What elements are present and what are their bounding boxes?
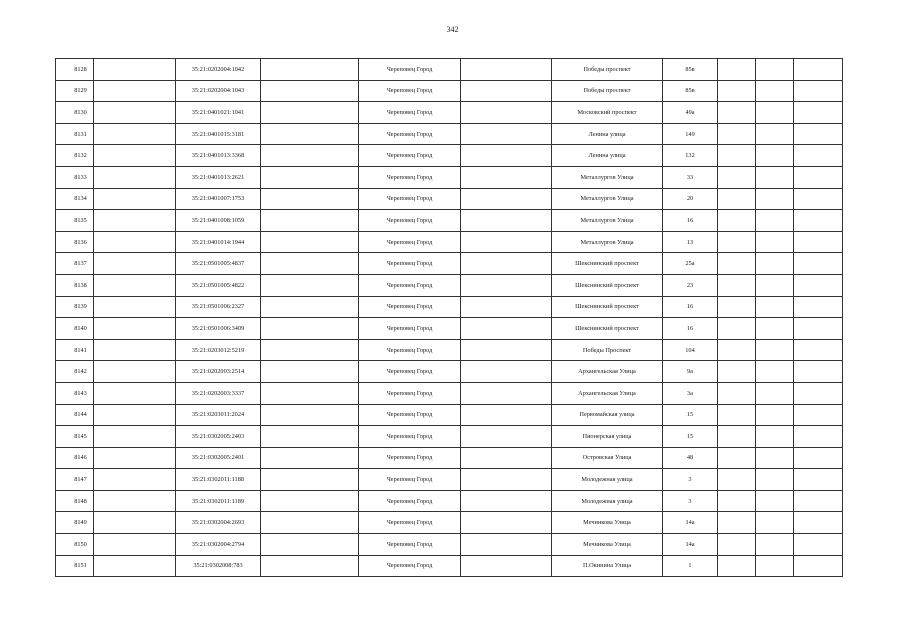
row-number-cell: 8134 (56, 188, 94, 210)
cadastral-number-cell: 35:21:0302008:783 (176, 555, 261, 577)
row-number-cell: 8131 (56, 123, 94, 145)
table-row (56, 210, 843, 232)
cadastral-number-cell: 35:21:0501006:3409 (176, 318, 261, 340)
street-cell: Ленина улица (552, 145, 663, 167)
blank-cell (718, 490, 756, 512)
city-cell: Череповец Город (359, 318, 461, 340)
blank-cell (794, 59, 843, 81)
cadastral-number-cell: 35:21:0401014:1944 (176, 231, 261, 253)
blank-cell (94, 123, 176, 145)
blank-cell (756, 231, 794, 253)
blank-cell (261, 253, 359, 275)
blank-cell (756, 469, 794, 491)
street-cell: Шекснинский проспект (552, 274, 663, 296)
blank-cell (261, 296, 359, 318)
blank-cell (461, 404, 552, 426)
row-number-cell: 8141 (56, 339, 94, 361)
blank-cell (461, 534, 552, 556)
blank-cell (794, 253, 843, 275)
blank-cell (94, 361, 176, 383)
blank-cell (718, 102, 756, 124)
house-number-cell: 14а (663, 512, 718, 534)
blank-cell (261, 123, 359, 145)
table-row (56, 426, 843, 448)
blank-cell (718, 447, 756, 469)
blank-cell (794, 145, 843, 167)
table-row (56, 188, 843, 210)
house-number-cell: 20 (663, 188, 718, 210)
table-row (56, 382, 843, 404)
street-cell: Победы проспект (552, 80, 663, 102)
street-cell: Московский проспект (552, 102, 663, 124)
street-cell: Шекснинский проспект (552, 253, 663, 275)
street-cell: Первомайская улица (552, 404, 663, 426)
row-number-cell: 8144 (56, 404, 94, 426)
blank-cell (461, 59, 552, 81)
blank-cell (794, 231, 843, 253)
city-cell: Череповец Город (359, 231, 461, 253)
blank-cell (261, 231, 359, 253)
table-row (56, 274, 843, 296)
row-number-cell: 8140 (56, 318, 94, 340)
blank-cell (718, 188, 756, 210)
table-row (56, 145, 843, 167)
blank-cell (756, 166, 794, 188)
house-number-cell: 33 (663, 166, 718, 188)
house-number-cell: 9а (663, 361, 718, 383)
blank-cell (461, 318, 552, 340)
cadastral-number-cell: 35:21:0302004:2693 (176, 512, 261, 534)
city-cell: Череповец Город (359, 382, 461, 404)
cadastral-number-cell: 35:21:0302011:1188 (176, 469, 261, 491)
city-cell: Череповец Город (359, 274, 461, 296)
blank-cell (756, 555, 794, 577)
blank-cell (461, 447, 552, 469)
blank-cell (718, 80, 756, 102)
blank-cell (794, 382, 843, 404)
row-number-cell: 8136 (56, 231, 94, 253)
blank-cell (461, 102, 552, 124)
table-row (56, 339, 843, 361)
table-row (56, 447, 843, 469)
blank-cell (794, 361, 843, 383)
row-number-cell: 8151 (56, 555, 94, 577)
street-cell: Металлургов Улица (552, 166, 663, 188)
blank-cell (718, 231, 756, 253)
blank-cell (794, 166, 843, 188)
blank-cell (261, 382, 359, 404)
table-body (56, 59, 843, 577)
blank-cell (461, 188, 552, 210)
row-number-cell: 8130 (56, 102, 94, 124)
house-number-cell: 15 (663, 426, 718, 448)
house-number-cell: 25а (663, 253, 718, 275)
row-number-cell: 8132 (56, 145, 94, 167)
blank-cell (794, 490, 843, 512)
blank-cell (261, 469, 359, 491)
blank-cell (261, 404, 359, 426)
blank-cell (756, 382, 794, 404)
city-cell: Череповец Город (359, 469, 461, 491)
city-cell: Череповец Город (359, 512, 461, 534)
street-cell: Победы проспект (552, 59, 663, 81)
blank-cell (718, 145, 756, 167)
blank-cell (794, 534, 843, 556)
blank-cell (756, 59, 794, 81)
blank-cell (94, 253, 176, 275)
blank-cell (94, 59, 176, 81)
city-cell: Череповец Город (359, 555, 461, 577)
blank-cell (718, 253, 756, 275)
blank-cell (756, 102, 794, 124)
row-number-cell: 8147 (56, 469, 94, 491)
table-row (56, 534, 843, 556)
registry-table (55, 58, 843, 577)
blank-cell (94, 318, 176, 340)
city-cell: Череповец Город (359, 361, 461, 383)
city-cell: Череповец Город (359, 490, 461, 512)
table-row (56, 404, 843, 426)
table-row (56, 166, 843, 188)
blank-cell (261, 318, 359, 340)
blank-cell (756, 426, 794, 448)
house-number-cell: 85в (663, 80, 718, 102)
blank-cell (461, 80, 552, 102)
blank-cell (718, 426, 756, 448)
blank-cell (261, 166, 359, 188)
blank-cell (718, 274, 756, 296)
row-number-cell: 8139 (56, 296, 94, 318)
blank-cell (94, 274, 176, 296)
house-number-cell: 132 (663, 145, 718, 167)
cadastral-number-cell: 35:21:0202004:1042 (176, 59, 261, 81)
blank-cell (261, 210, 359, 232)
cadastral-number-cell: 35:21:0202003:3337 (176, 382, 261, 404)
blank-cell (461, 210, 552, 232)
city-cell: Череповец Город (359, 166, 461, 188)
blank-cell (94, 490, 176, 512)
blank-cell (794, 404, 843, 426)
blank-cell (94, 555, 176, 577)
blank-cell (94, 145, 176, 167)
house-number-cell: 16 (663, 318, 718, 340)
blank-cell (794, 447, 843, 469)
table-row (56, 102, 843, 124)
table-row (56, 469, 843, 491)
street-cell: Мечникова Улица (552, 512, 663, 534)
street-cell: Металлургов Улица (552, 188, 663, 210)
blank-cell (718, 361, 756, 383)
blank-cell (794, 318, 843, 340)
blank-cell (461, 123, 552, 145)
blank-cell (756, 534, 794, 556)
table-row (56, 361, 843, 383)
house-number-cell: 13 (663, 231, 718, 253)
street-cell: Пионерская улица (552, 426, 663, 448)
city-cell: Череповец Город (359, 339, 461, 361)
blank-cell (718, 339, 756, 361)
blank-cell (718, 210, 756, 232)
blank-cell (461, 361, 552, 383)
street-cell: Шекснинский проспект (552, 318, 663, 340)
blank-cell (261, 339, 359, 361)
house-number-cell: 3 (663, 490, 718, 512)
blank-cell (718, 123, 756, 145)
blank-cell (718, 534, 756, 556)
table-row (56, 231, 843, 253)
blank-cell (794, 555, 843, 577)
blank-cell (94, 469, 176, 491)
row-number-cell: 8149 (56, 512, 94, 534)
cadastral-number-cell: 35:21:0401007:1753 (176, 188, 261, 210)
street-cell: Мечникова Улица (552, 534, 663, 556)
blank-cell (718, 404, 756, 426)
blank-cell (756, 318, 794, 340)
cadastral-number-cell: 35:21:0501005:4822 (176, 274, 261, 296)
blank-cell (756, 145, 794, 167)
row-number-cell: 8143 (56, 382, 94, 404)
blank-cell (94, 447, 176, 469)
row-number-cell: 8137 (56, 253, 94, 275)
blank-cell (794, 123, 843, 145)
blank-cell (461, 339, 552, 361)
blank-cell (756, 339, 794, 361)
blank-cell (94, 382, 176, 404)
table-row (56, 253, 843, 275)
blank-cell (94, 102, 176, 124)
blank-cell (261, 534, 359, 556)
blank-cell (756, 253, 794, 275)
blank-cell (94, 166, 176, 188)
blank-cell (794, 469, 843, 491)
blank-cell (461, 274, 552, 296)
blank-cell (461, 469, 552, 491)
table-row (56, 512, 843, 534)
house-number-cell: 49а (663, 102, 718, 124)
street-cell: Островская Улица (552, 447, 663, 469)
street-cell: Металлургов Улица (552, 210, 663, 232)
blank-cell (261, 59, 359, 81)
table-row (56, 318, 843, 340)
cadastral-number-cell: 35:21:0202004:1043 (176, 80, 261, 102)
blank-cell (756, 296, 794, 318)
blank-cell (94, 534, 176, 556)
city-cell: Череповец Город (359, 145, 461, 167)
city-cell: Череповец Город (359, 102, 461, 124)
table-row (56, 59, 843, 81)
street-cell: Победы Проспект (552, 339, 663, 361)
blank-cell (461, 166, 552, 188)
street-cell: П.Окинина Улица (552, 555, 663, 577)
cadastral-number-cell: 35:21:0302011:1189 (176, 490, 261, 512)
blank-cell (94, 426, 176, 448)
row-number-cell: 8138 (56, 274, 94, 296)
row-number-cell: 8146 (56, 447, 94, 469)
blank-cell (756, 447, 794, 469)
blank-cell (756, 361, 794, 383)
street-cell: Металлургов Улица (552, 231, 663, 253)
blank-cell (756, 274, 794, 296)
house-number-cell: 16 (663, 296, 718, 318)
blank-cell (94, 296, 176, 318)
street-cell: Молодежная улица (552, 469, 663, 491)
cadastral-number-cell: 35:21:0202003:2514 (176, 361, 261, 383)
house-number-cell: 23 (663, 274, 718, 296)
blank-cell (94, 404, 176, 426)
row-number-cell: 8145 (56, 426, 94, 448)
page-number: 342 (446, 25, 459, 34)
blank-cell (261, 145, 359, 167)
table-row (56, 296, 843, 318)
house-number-cell: 85в (663, 59, 718, 81)
row-number-cell: 8135 (56, 210, 94, 232)
blank-cell (756, 490, 794, 512)
blank-cell (94, 188, 176, 210)
blank-cell (461, 426, 552, 448)
cadastral-number-cell: 35:21:0401008:1059 (176, 210, 261, 232)
house-number-cell: 15 (663, 404, 718, 426)
street-cell: Ленина улица (552, 123, 663, 145)
street-cell: Архангельская Улица (552, 361, 663, 383)
cadastral-number-cell: 35:21:0203012:5219 (176, 339, 261, 361)
city-cell: Череповец Город (359, 253, 461, 275)
table-row (56, 80, 843, 102)
cadastral-number-cell: 35:21:0302005:2401 (176, 447, 261, 469)
blank-cell (718, 296, 756, 318)
city-cell: Череповец Город (359, 123, 461, 145)
blank-cell (718, 512, 756, 534)
blank-cell (756, 512, 794, 534)
blank-cell (94, 80, 176, 102)
blank-cell (461, 490, 552, 512)
cadastral-number-cell: 35:21:0501006:2327 (176, 296, 261, 318)
house-number-cell: 149 (663, 123, 718, 145)
blank-cell (461, 382, 552, 404)
cadastral-number-cell: 35:21:0401021:1041 (176, 102, 261, 124)
row-number-cell: 8129 (56, 80, 94, 102)
blank-cell (756, 404, 794, 426)
city-cell: Череповец Город (359, 59, 461, 81)
blank-cell (794, 188, 843, 210)
blank-cell (756, 210, 794, 232)
blank-cell (261, 447, 359, 469)
blank-cell (461, 555, 552, 577)
blank-cell (794, 80, 843, 102)
blank-cell (794, 102, 843, 124)
blank-cell (94, 339, 176, 361)
cadastral-number-cell: 35:21:0203011:2024 (176, 404, 261, 426)
blank-cell (261, 188, 359, 210)
blank-cell (261, 80, 359, 102)
city-cell: Череповец Город (359, 188, 461, 210)
city-cell: Череповец Город (359, 210, 461, 232)
table-row (56, 555, 843, 577)
blank-cell (461, 145, 552, 167)
blank-cell (461, 231, 552, 253)
blank-cell (794, 339, 843, 361)
street-cell: Молодежная улица (552, 490, 663, 512)
street-cell: Архангельская Улица (552, 382, 663, 404)
blank-cell (261, 512, 359, 534)
city-cell: Череповец Город (359, 80, 461, 102)
blank-cell (94, 210, 176, 232)
house-number-cell: 3а (663, 382, 718, 404)
blank-cell (718, 59, 756, 81)
house-number-cell: 14а (663, 534, 718, 556)
city-cell: Череповец Город (359, 296, 461, 318)
blank-cell (261, 426, 359, 448)
blank-cell (461, 512, 552, 534)
cadastral-number-cell: 35:21:0302005:2403 (176, 426, 261, 448)
blank-cell (94, 512, 176, 534)
table-row (56, 490, 843, 512)
blank-cell (794, 426, 843, 448)
street-cell: Шекснинский проспект (552, 296, 663, 318)
cadastral-number-cell: 35:21:0501005:4837 (176, 253, 261, 275)
blank-cell (756, 123, 794, 145)
row-number-cell: 8142 (56, 361, 94, 383)
row-number-cell: 8148 (56, 490, 94, 512)
blank-cell (94, 231, 176, 253)
city-cell: Череповец Город (359, 447, 461, 469)
house-number-cell: 16 (663, 210, 718, 232)
city-cell: Череповец Город (359, 404, 461, 426)
house-number-cell: 48 (663, 447, 718, 469)
cadastral-number-cell: 35:21:0401015:3181 (176, 123, 261, 145)
cadastral-number-cell: 35:21:0401013:3368 (176, 145, 261, 167)
blank-cell (718, 555, 756, 577)
blank-cell (718, 318, 756, 340)
house-number-cell: 104 (663, 339, 718, 361)
cadastral-number-cell: 35:21:0302004:2794 (176, 534, 261, 556)
blank-cell (718, 166, 756, 188)
blank-cell (794, 512, 843, 534)
house-number-cell: 1 (663, 555, 718, 577)
blank-cell (261, 555, 359, 577)
blank-cell (261, 490, 359, 512)
blank-cell (794, 210, 843, 232)
table-row (56, 123, 843, 145)
row-number-cell: 8133 (56, 166, 94, 188)
blank-cell (261, 361, 359, 383)
blank-cell (756, 80, 794, 102)
blank-cell (794, 274, 843, 296)
blank-cell (756, 188, 794, 210)
blank-cell (718, 382, 756, 404)
blank-cell (718, 469, 756, 491)
blank-cell (261, 102, 359, 124)
blank-cell (261, 274, 359, 296)
blank-cell (461, 296, 552, 318)
blank-cell (794, 296, 843, 318)
city-cell: Череповец Город (359, 426, 461, 448)
house-number-cell: 3 (663, 469, 718, 491)
city-cell: Череповец Город (359, 534, 461, 556)
blank-cell (461, 253, 552, 275)
cadastral-number-cell: 35:21:0401013:2621 (176, 166, 261, 188)
row-number-cell: 8150 (56, 534, 94, 556)
row-number-cell: 8128 (56, 59, 94, 81)
